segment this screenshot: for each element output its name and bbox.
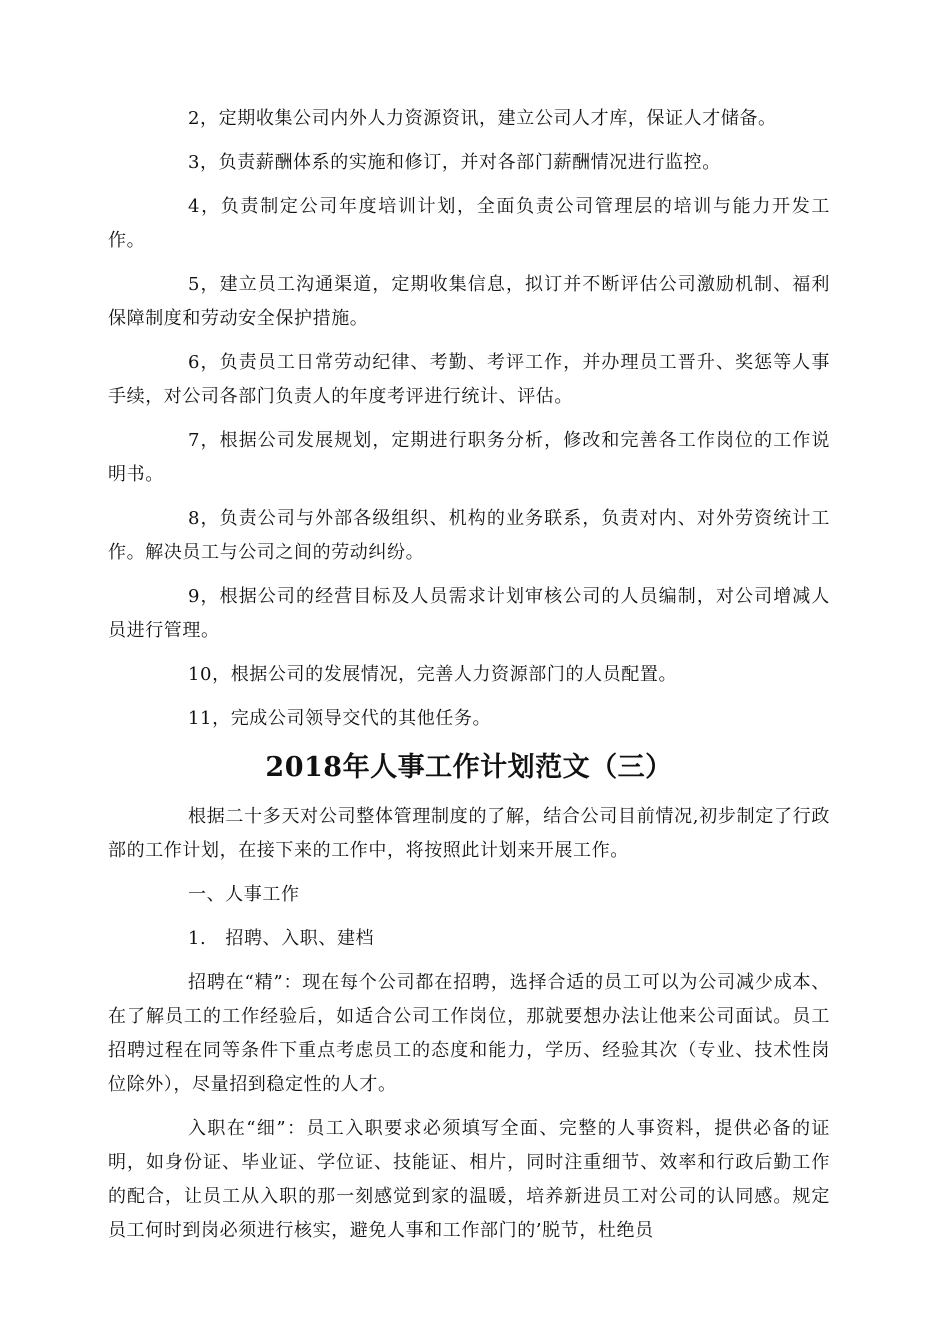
list-item: 7，根据公司发展规划，定期进行职务分析，修改和完善各工作岗位的工作说明书。: [108, 430, 830, 485]
list-item: 8，负责公司与外部各级组织、机构的业务联系，负责对内、对外劳资统计工作。解决员工与公司之间的劳动纠纷。: [108, 508, 830, 563]
subsection-heading: 1. 招聘、入职、建档: [188, 928, 375, 949]
list-item: 6，负责员工日常劳动纪律、考勤、考评工作，并办理员工晋升、奖惩等人事手续，对公司各部门负责人的年度考评进行统计、评估。: [108, 352, 830, 407]
list-item: 2，定期收集公司内外人力资源资讯，建立公司人才库，保证人才储备。: [188, 108, 777, 129]
list-item: 11，完成公司领导交代的其他任务。: [188, 708, 492, 729]
document-title: 2018年人事工作计划范文（三）: [265, 752, 673, 783]
document-page: [108, 102, 830, 1258]
section-heading: 一、人事工作: [188, 884, 300, 905]
recruit-paragraph: 招聘在“精”：现在每个公司都在招聘，选择合适的员工可以为公司减少成本、在了解员工的工作经验后，如适合公司工作岗位，那就要想办法让他来公司面试。员工招聘过程在同等条件下重点考虑员工的态度和能力，学历、经验其次（专业、技术性岗位除外），尽量招到稳定性的人才。: [108, 972, 830, 1095]
list-item: 5，建立员工沟通渠道，定期收集信息，拟订并不断评估公司激励机制、福利保障制度和劳动安全保护措施。: [108, 274, 830, 329]
list-item: 3，负责薪酬体系的实施和修订，并对各部门薪酬情况进行监控。: [188, 152, 721, 173]
list-item: 4，负责制定公司年度培训计划，全面负责公司管理层的培训与能力开发工作。: [108, 196, 830, 251]
list-item: 9，根据公司的经营目标及人员需求计划审核公司的人员编制，对公司增减人员进行管理。: [108, 586, 830, 641]
intro-paragraph: 根据二十多天对公司整体管理制度的了解，结合公司目前情况,初步制定了行政部的工作计划，在接下来的工作中，将按照此计划来开展工作。: [108, 806, 830, 861]
onboard-paragraph: 入职在“细”：员工入职要求必须填写全面、完整的人事资料，提供必备的证明，如身份证、毕业证、学位证、技能证、相片，同时注重细节、效率和行政后勤工作的配合，让员工从入职的那一刻感觉到家的温暖，培养新进员工对公司的认同感。规定员工何时到岗必须进行核实，避免人事和工作部门的’脱节，杜绝员: [108, 1118, 830, 1241]
list-item: 10，根据公司的发展情况，完善人力资源部门的人员配置。: [188, 664, 678, 685]
